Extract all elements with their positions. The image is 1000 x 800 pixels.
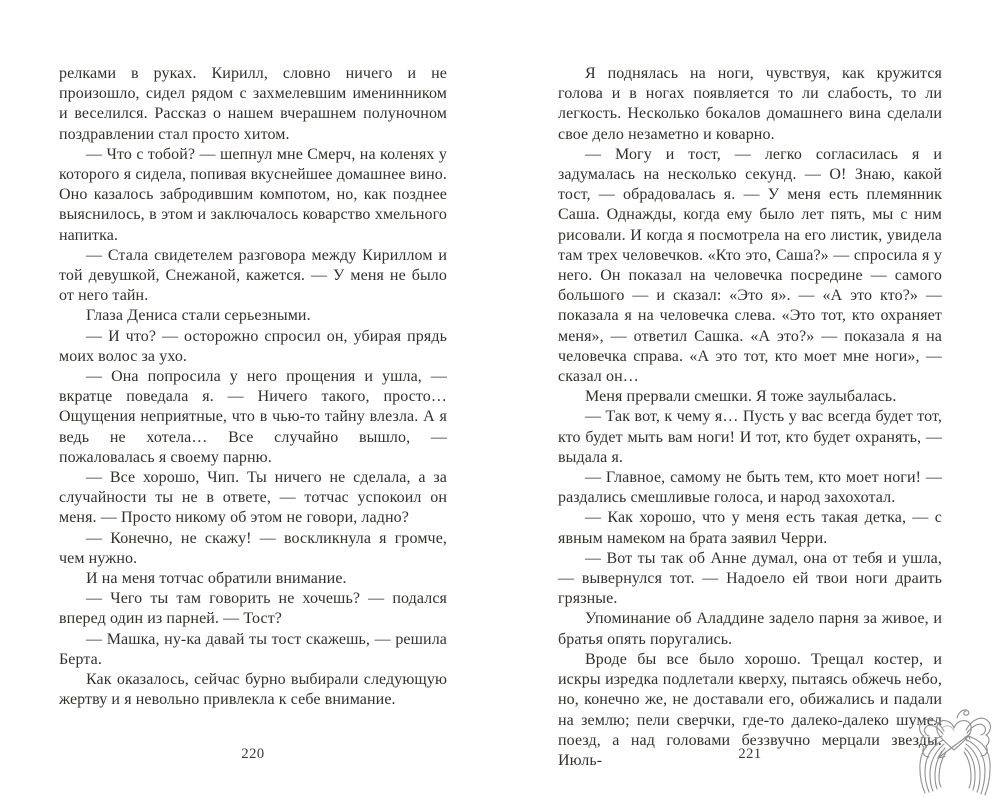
paragraph: — Все хорошо, Чип. Ты ничего не сделала, а за случайности ты не в ответе, — тотчас успокоил он меня. — Просто никому об этом не говори, ладно? <box>59 469 447 527</box>
paragraph: — И что? — осторожно спросил он, убирая прядь моих волос за ухо. <box>59 327 447 365</box>
page-number-right: 221 <box>738 746 762 762</box>
right-wing <box>964 718 990 795</box>
paragraph: — Что с тобой? — шепнул мне Смерч, на коленях у которого я сидела, попивая вкуснейшее домашнее вино. Оно казалось забродившим компотом, но, как позднее выяснилось, в этом и заключалось коварство хмельного напитка. <box>59 145 447 244</box>
paragraph: Вроде бы все было хорошо. Трещал костер, и искры изредка подлетали кверху, пытаясь обжечь небо, но, конечно же, не доставали его, обижались и падали на землю; пели сверчки, где-то далеко-далеко шумел поезд, а над головами беззвучно мерцали звезды. Июль- <box>558 650 942 769</box>
paragraph: — Стала свидетелем разговора между Кириллом и той девушкой, Снежаной, кажется. — У меня не было от него тайн. <box>59 246 447 305</box>
paragraph: И на меня тотчас обратили внимание. <box>86 570 347 588</box>
paragraph: релками в руках. Кирилл, словно ничего и не произошло, сидел рядом с захмелевшим именинником и веселился. Рассказ о нашем вчерашнем полуночном поздравлении стал просто хитом. <box>59 65 447 143</box>
paragraph: Как оказалось, сейчас бурно выбирали следующую жертву и я невольно привлекла к себе внимание. <box>59 671 447 709</box>
page-number-left: 220 <box>241 746 265 762</box>
paragraph: — Главное, самому не быть тем, кто моет ноги! — раздались смешливые голоса, и народ захохотал. <box>558 469 942 507</box>
paragraph: — Машка, ну-ка давай ты тост скажешь, — решила Берта. <box>59 630 447 668</box>
paragraph: Глаза Дениса стали серьезными. <box>86 307 311 325</box>
winged-heart-decoration <box>908 700 1000 798</box>
paragraph: Упоминание об Аладдине задело парня за живое, и братья опять поругались. <box>558 610 942 648</box>
paragraph: — Чего ты там говорить не хочешь? — подался вперед один из парней. — Тост? <box>59 590 447 628</box>
paragraph: — Как хорошо, что у меня есть такая детка, — с явным намеком на брата заявил Черри. <box>558 509 942 547</box>
paragraph: — Так вот, к чему я… Пусть у вас всегда будет тот, кто будет мыть вам ноги! И тот, кто будет охранять, — выдала я. <box>558 408 942 466</box>
paragraph: Я поднялась на ноги, чувствуя, как кружится голова и в ногах появляется то ли слабость, то ли легкость. Несколько бокалов домашнего вина сделали свое дело незаметно и коварно. <box>558 65 942 143</box>
paragraph: — Могу и тост, — легко согласилась я и задумалась на несколько секунд. — О! Знаю, какой тост, — обрадовалась я. — У меня есть племянник Саша. Однажды, когда ему было лет пять, мы с ним рисовали. И когда я посмотрела на его листик, увидела там трех человечков. «Кто это, Саша?» — спросила я у него. Он показал на человечка посредине — самого большого — и сказал: «Это я». — «А это кто?» — показала я на человечка слева. «Это тот, кто охраняет меня», — ответил Сашка. «А это?» — показала я на человечка справа. «А это тот, кто моет мне ноги», — сказал он… <box>558 145 942 386</box>
paragraph: — Вот ты так об Анне думал, она от тебя и ушла, — вывернулся тот. — Надоело ей твои ноги драить грязные. <box>558 549 942 608</box>
book-page-right <box>558 64 942 771</box>
paragraph: — Конечно, не скажу! — воскликнула я громче, чем нужно. <box>59 529 447 567</box>
paragraph: — Она попросила у него прощения и ушла, — вкратце поведала я. — Ничего такого, просто… Ощущения неприятные, что в чью-то тайну влезла. А я ведь не хотела… Все случайно вышло, — пожаловалась я своему парню. <box>59 368 447 466</box>
paragraph: Меня прервали смешки. Я тоже заулыбалась. <box>585 388 897 406</box>
book-page-left <box>59 64 447 711</box>
left-wing <box>920 719 946 793</box>
top-curl <box>957 710 969 718</box>
